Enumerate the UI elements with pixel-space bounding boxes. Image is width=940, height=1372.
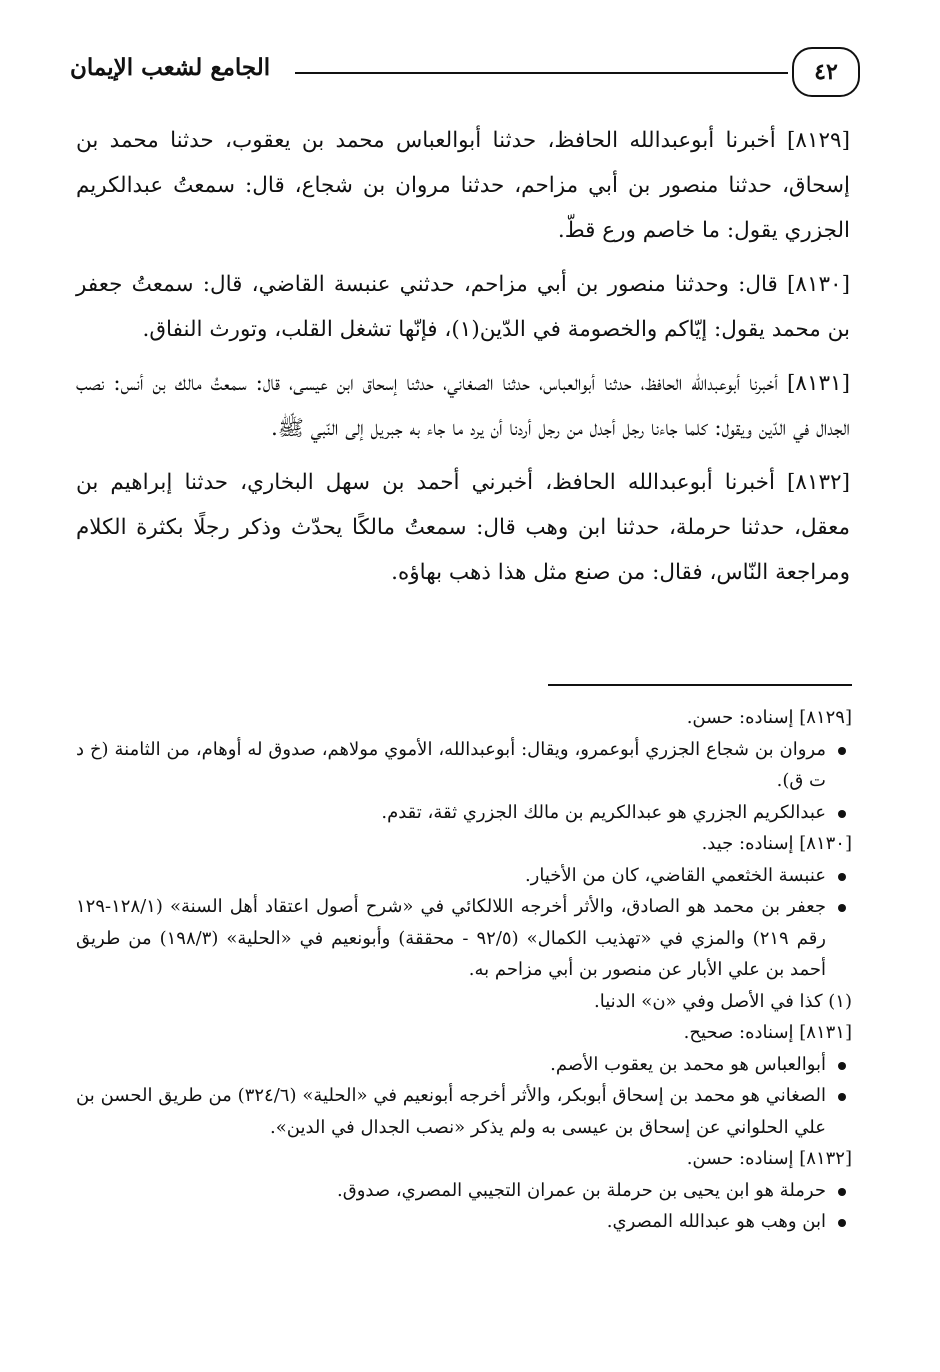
note-head-8131: [٨١٣١] إسناده: صحيح. (683, 1022, 852, 1043)
hadith-8132 (76, 460, 850, 595)
note-text: أبوالعباس هو محمد بن يعقوب الأصم. (550, 1053, 826, 1075)
note-text: حرملة هو ابن يحيى بن حرملة بن عمران التجيبي المصري، صدوق. (337, 1179, 826, 1201)
bullet-icon (838, 1219, 846, 1227)
bullet-icon (838, 1062, 846, 1070)
note-text: مروان بن شجاع الجزري أبوعمرو، ويقال: أبوعبدالله، الأموي مولاهم، صدوق له أوهام، من الثامنة (خ د ت ق). (76, 738, 826, 791)
list-item (76, 797, 848, 829)
note-list-8132 (76, 1175, 852, 1238)
bullet-icon (838, 1093, 846, 1101)
hadith-number: [٨١٣٠] (787, 272, 850, 297)
note-head-8129: [٨١٢٩] إسناده: حسن. (686, 707, 852, 728)
footnotes (76, 702, 852, 1238)
hadith-text: أخبرنا أبوعبدالله الحافظ، حدثنا أبوالعباس محمد بن يعقوب، حدثنا محمد بن إسحاق، حدثنا منصور بن أبي مزاحم، حدثنا مروان بن شجاع، قال: سمعتُ عبدالكريم الجزري يقول: ما خاصم ورع قطّ. (76, 128, 850, 243)
bullet-icon (838, 810, 846, 818)
note-text: ابن وهب هو عبدالله المصري. (606, 1211, 826, 1232)
list-item (76, 1206, 848, 1238)
note-list-8130 (76, 860, 852, 986)
main-text (76, 118, 850, 604)
note-text: جعفر بن محمد هو الصادق، والأثر أخرجه اللالكائي في «شرح أصول اعتقاد أهل السنة» (١٢٨/١-١٢٩ رقم ٢١٩) والمزي في «تهذيب الكمال» (٩٢/٥ - محققة) وأبونعيم في «الحلية» (١٩٨/٣) من طريق أحمد بن علي الأبار عن منصور بن أبي مزاحم به. (76, 896, 826, 980)
page-header (70, 44, 860, 114)
bullet-icon (838, 904, 846, 912)
hadith-text: أخبرنا أبوعبدالله الحافظ، حدثنا أبوالعباس، حدثنا الصغاني، حدثنا إسحاق ابن عيسى، قال: سمعتُ مالك بن أنس: نصب الجدال في الدّين ويقول: كلما جاءنا رجل أجدل من رجل أردنا أن يرد ما جاء به جبريل إلى النّبي ﷺ. (76, 371, 850, 441)
note-text: الصغاني هو محمد بن إسحاق أبوبكر، والأثر أخرجه أبونعيم في «الحلية» (٣٢٤/٦) من طريق الحسن بن علي الحلواني عن إسحاق بن عيسى به ولم يذكر «نصب الجدال في الدين». (76, 1085, 827, 1138)
list-item (76, 1175, 848, 1207)
page-title: الجامع لشعب الإيمان (70, 54, 271, 81)
list-item (76, 860, 848, 892)
list-item (76, 891, 848, 986)
bullet-icon (838, 873, 846, 881)
note-list-8129 (76, 734, 852, 829)
hadith-8129 (76, 118, 850, 253)
bullet-icon (838, 1188, 846, 1196)
footnote-1: (١) كذا في الأصل وفي «ن» الدنيا. (594, 990, 852, 1012)
list-item (76, 1049, 848, 1081)
list-item (76, 734, 848, 797)
list-item (76, 1080, 848, 1143)
header-rule (295, 72, 788, 74)
hadith-8131 (76, 361, 850, 451)
hadith-text: قال: وحدثنا منصور بن أبي مزاحم، حدثني عنبسة القاضي، قال: سمعتُ جعفر بن محمد يقول: إيّاكم والخصومة في الدّين(١)، فإنّها تشغل القلب، وتورث النفاق. (76, 272, 850, 342)
page-number: ٤٢ (792, 47, 860, 97)
hadith-number: [٨١٣٢] (787, 470, 850, 495)
hadith-number: [٨١٢٩] (787, 128, 850, 153)
footnote-separator (548, 684, 852, 686)
bullet-icon (838, 747, 846, 755)
note-list-8131 (76, 1049, 852, 1144)
note-text: عنبسة الخثعمي القاضي، كان من الأخيار. (524, 864, 826, 886)
note-text: عبدالكريم الجزري هو عبدالكريم بن مالك الجزري ثقة، تقدم. (381, 801, 826, 823)
hadith-text: أخبرنا أبوعبدالله الحافظ، أخبرني أحمد بن سهل البخاري، حدثنا إبراهيم بن معقل، حدثنا حرملة، حدثنا ابن وهب قال: سمعتُ مالكًا يحدّث وذكر رجلًا بكثرة الكلام ومراجعة النّاس، فقال: من صنع مثل هذا ذهب بهاؤه. (76, 470, 850, 585)
note-head-8132: [٨١٣٢] إسناده: حسن. (686, 1148, 852, 1169)
hadith-8130 (76, 262, 850, 352)
note-head-8130: [٨١٣٠] إسناده: جيد. (701, 833, 852, 854)
hadith-number: [٨١٣١] (787, 371, 850, 396)
